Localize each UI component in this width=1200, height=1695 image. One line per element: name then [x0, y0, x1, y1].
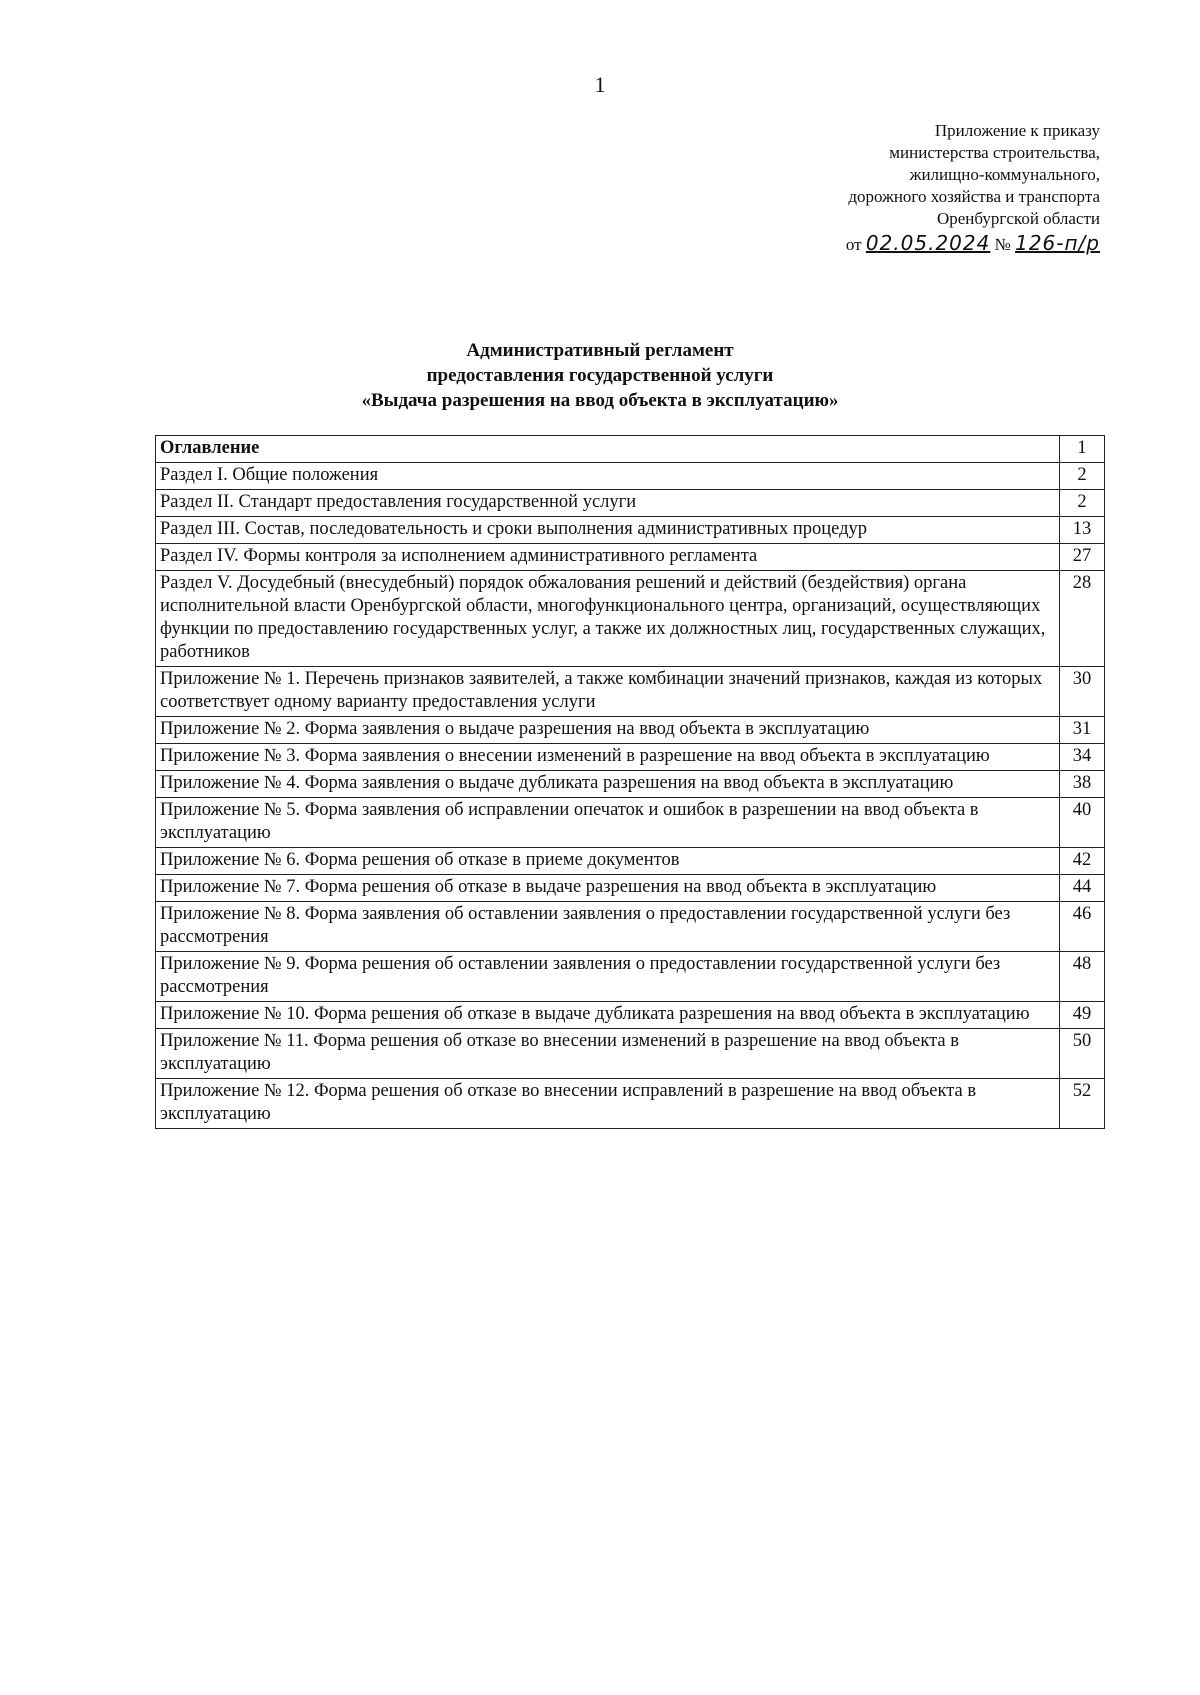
toc-row	[156, 571, 1105, 667]
toc-entry-page: 2	[1060, 490, 1105, 517]
toc-row	[156, 544, 1105, 571]
toc-entry-page: 42	[1060, 848, 1105, 875]
toc-entry-page: 52	[1060, 1079, 1105, 1129]
toc-entry-title: Приложение № 3. Форма заявления о внесении изменений в разрешение на ввод объекта в эксплуатацию	[156, 744, 1060, 771]
toc-entry-page: 28	[1060, 571, 1105, 667]
toc-entry-title: Раздел II. Стандарт предоставления государственной услуги	[156, 490, 1060, 517]
toc-row	[156, 875, 1105, 902]
date-prefix: от	[845, 235, 862, 254]
toc-entry-title: Приложение № 1. Перечень признаков заявителей, а также комбинации значений признаков, каждая из которых соответствует одному варианту предоставления услуги	[156, 667, 1060, 717]
toc-entry-page: 30	[1060, 667, 1105, 717]
table-of-contents	[155, 435, 1105, 1129]
toc-heading-page: 1	[1060, 436, 1105, 463]
toc-row	[156, 902, 1105, 952]
title-line: «Выдача разрешения на ввод объекта в эксплуатацию»	[361, 390, 839, 411]
toc-entry-page: 34	[1060, 744, 1105, 771]
toc-entry-title: Приложение № 8. Форма заявления об оставлении заявления о предоставлении государственной услуги без рассмотрения	[156, 902, 1060, 952]
title-line: предоставления государственной услуги	[426, 365, 774, 386]
toc-row	[156, 771, 1105, 798]
toc-row	[156, 1079, 1105, 1129]
toc-entry-title: Приложение № 6. Форма решения об отказе в приеме документов	[156, 848, 1060, 875]
toc-entry-page: 31	[1060, 717, 1105, 744]
toc-entry-title: Раздел V. Досудебный (внесудебный) порядок обжалования решений и действий (бездействия) органа исполнительной власти Оренбургской области, многофункционального центра, организаций, осуществляющих функции по предоставлению государственных услуг, а также их должностных лиц, государственных служащих, работников	[156, 571, 1060, 667]
toc-row	[156, 1029, 1105, 1079]
number-prefix: №	[994, 235, 1011, 254]
toc-entry-page: 48	[1060, 952, 1105, 1002]
appendix-note-line: Оренбургской области	[936, 209, 1100, 228]
toc-entry-title: Приложение № 4. Форма заявления о выдаче дубликата разрешения на ввод объекта в эксплуатацию	[156, 771, 1060, 798]
toc-heading-row	[156, 436, 1105, 463]
appendix-note-line: Приложение к приказу	[934, 121, 1100, 140]
toc-entry-title: Приложение № 10. Форма решения об отказе в выдаче дубликата разрешения на ввод объекта в эксплуатацию	[156, 1002, 1060, 1029]
toc-entry-title: Раздел I. Общие положения	[156, 463, 1060, 490]
toc-entry-title: Приложение № 12. Форма решения об отказе во внесении исправлений в разрешение на ввод объекта в эксплуатацию	[156, 1079, 1060, 1129]
toc-entry-page: 38	[1060, 771, 1105, 798]
handwritten-date: 02.05.2024	[865, 231, 991, 255]
toc-entry-title: Раздел III. Состав, последовательность и сроки выполнения административных процедур	[156, 517, 1060, 544]
appendix-note-line: дорожного хозяйства и транспорта	[848, 187, 1100, 206]
toc-entry-page: 40	[1060, 798, 1105, 848]
toc-entry-page: 50	[1060, 1029, 1105, 1079]
toc-row	[156, 848, 1105, 875]
toc-entry-title: Приложение № 11. Форма решения об отказе во внесении изменений в разрешение на ввод объекта в эксплуатацию	[156, 1029, 1060, 1079]
toc-row	[156, 952, 1105, 1002]
toc-entry-title: Приложение № 5. Форма заявления об исправлении опечаток и ошибок в разрешении на ввод объекта в эксплуатацию	[156, 798, 1060, 848]
toc-row	[156, 490, 1105, 517]
toc-entry-title: Раздел IV. Формы контроля за исполнением административного регламента	[156, 544, 1060, 571]
toc-entry-page: 13	[1060, 517, 1105, 544]
appendix-note	[846, 120, 1100, 256]
toc-entry-page: 27	[1060, 544, 1105, 571]
document-title	[0, 338, 1200, 413]
toc-entry-page: 46	[1060, 902, 1105, 952]
toc-entry-page: 2	[1060, 463, 1105, 490]
handwritten-order-number: 126-п/р	[1015, 231, 1100, 255]
toc-entry-page: 44	[1060, 875, 1105, 902]
toc-row	[156, 744, 1105, 771]
appendix-note-line: министерства строительства,	[889, 143, 1100, 162]
toc-entry-page: 49	[1060, 1002, 1105, 1029]
title-line: Административный регламент	[466, 340, 734, 361]
toc-entry-title: Приложение № 2. Форма заявления о выдаче разрешения на ввод объекта в эксплуатацию	[156, 717, 1060, 744]
toc-heading: Оглавление	[156, 436, 1060, 463]
toc-row	[156, 517, 1105, 544]
toc-row	[156, 667, 1105, 717]
toc-row	[156, 798, 1105, 848]
toc-row	[156, 463, 1105, 490]
order-date-number	[846, 232, 1100, 256]
toc-row	[156, 717, 1105, 744]
toc-entry-title: Приложение № 7. Форма решения об отказе в выдаче разрешения на ввод объекта в эксплуатацию	[156, 875, 1060, 902]
toc-row	[156, 1002, 1105, 1029]
appendix-note-line: жилищно-коммунального,	[909, 165, 1100, 184]
toc-entry-title: Приложение № 9. Форма решения об оставлении заявления о предоставлении государственной услуги без рассмотрения	[156, 952, 1060, 1002]
page-number: 1	[594, 72, 606, 97]
